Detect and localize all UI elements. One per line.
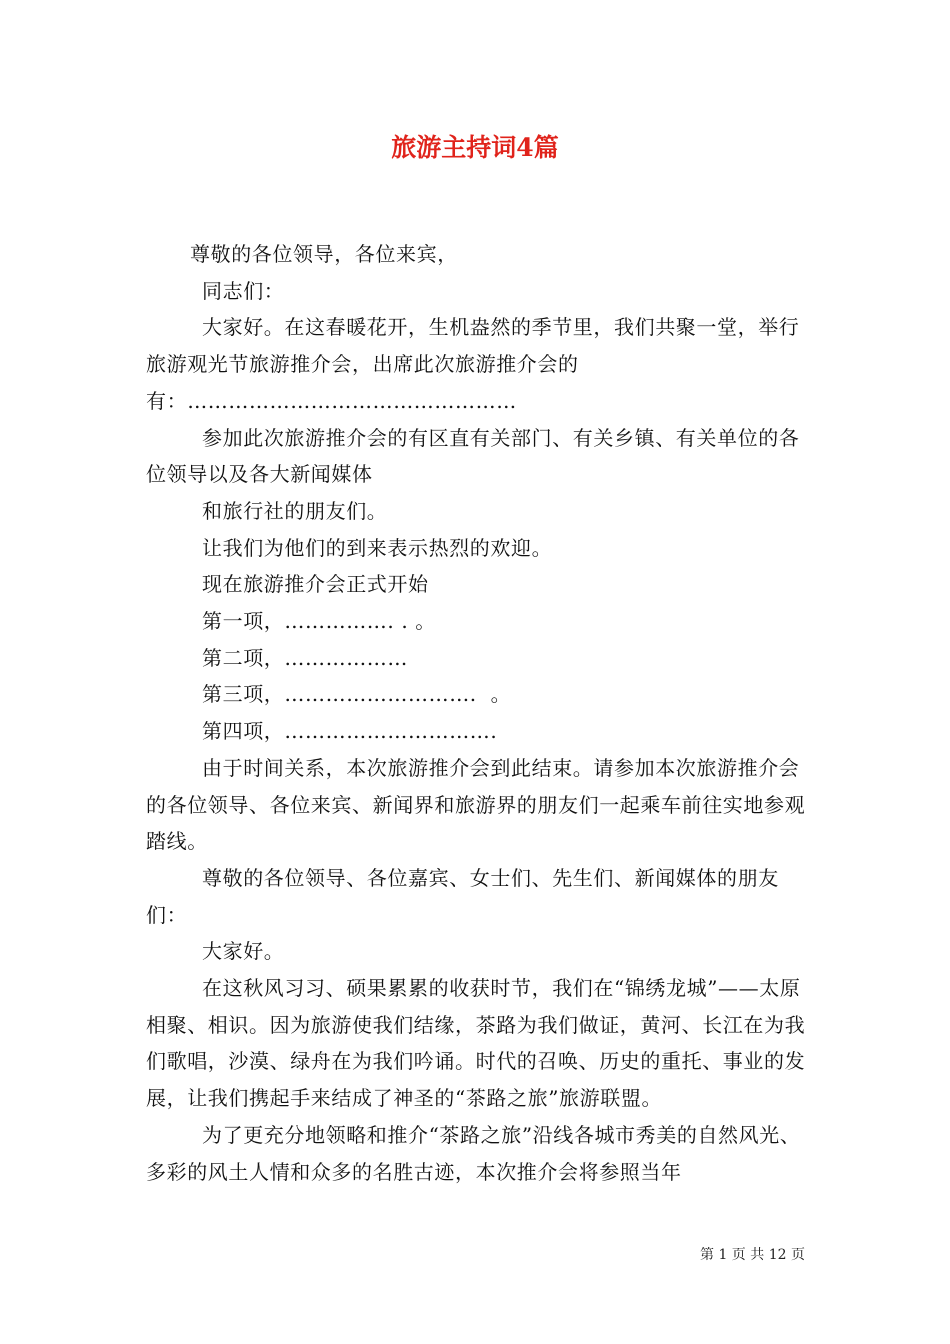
document-title: 旅游主持词4篇 — [391, 133, 559, 162]
paragraph-greeting: 大家好。在这春暖花开，生机盎然的季节里，我们共聚一堂，举行旅游观光节旅游推介会，出席此次旅游推介会的有：………………………………………… — [146, 315, 800, 413]
paragraph-item-2: 第二项，……………… — [202, 645, 408, 670]
paragraph-tea-road: 为了更充分地领略和推介“茶路之旅”沿线各城市秀美的自然风光、多彩的风土人情和众多的名胜古迹，本次推介会将参照当年 — [146, 1122, 801, 1184]
paragraph-autumn: 在这秋风习习、硕果累累的收获时节，我们在“锦绣龙城”——太原相聚、相识。因为旅游使我们结缘，茶路为我们做证，黄河、长江在为我们歌唱，沙漠、绿舟在为我们吟诵。时代的召唤、历史的重托、事业的发展，让我们携起手来结成了神圣的“茶路之旅”旅游联盟。 — [146, 976, 806, 1111]
paragraph-greeting-2: 大家好。 — [202, 939, 285, 964]
paragraph-travel-agencies: 和旅行社的朋友们。 — [202, 498, 388, 523]
paragraph-comrades: 同志们： — [202, 278, 285, 303]
paragraph-attendees: 参加此次旅游推介会的有区直有关部门、有关乡镇、有关单位的各位领导以及各大新闻媒体 — [146, 425, 800, 487]
paragraph-closing: 由于时间关系，本次旅游推介会到此结束。请参加本次旅游推介会的各位领导、各位来宾、新闻界和旅游界的朋友们一起乘车前往实地参观踏线。 — [146, 755, 806, 854]
paragraph-item-1: 第一项，……………. . 。 — [202, 609, 436, 634]
paragraph-salutation: 尊敬的各位领导，各位来宾， — [190, 242, 458, 266]
paragraph-opening: 现在旅游推介会正式开始 — [202, 572, 429, 597]
paragraph-welcome: 让我们为他们的到来表示热烈的欢迎。 — [202, 535, 553, 560]
paragraph-item-3: 第三项，………………………. 。 — [202, 682, 512, 707]
page-number-footer: 第 1 页 共 12 页 — [700, 1247, 805, 1263]
paragraph-salutation-2: 尊敬的各位领导、各位嘉宾、女士们、先生们、新闻媒体的朋友们： — [146, 865, 779, 927]
document-body — [146, 236, 814, 1190]
paragraph-item-4: 第四项，…………………………. — [202, 719, 498, 744]
